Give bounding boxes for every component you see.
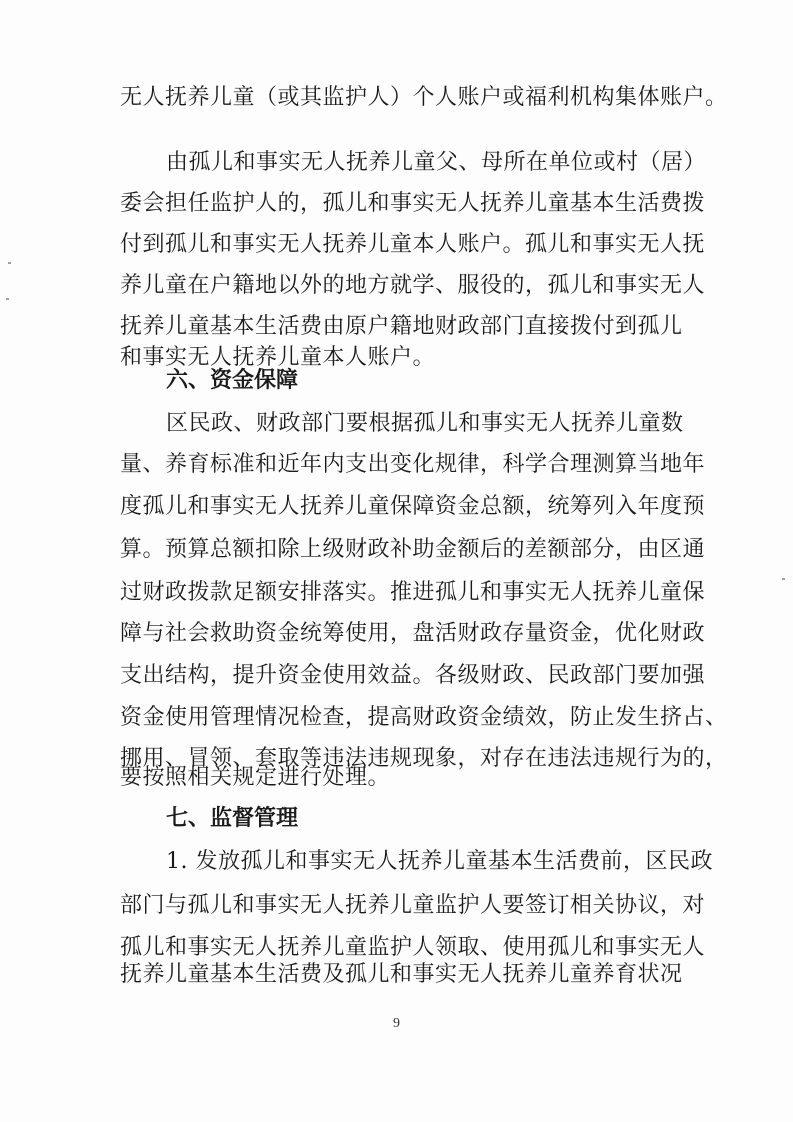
body-line: 由孤儿和事实无人抚养儿童父、母所在单位或村（居） (166, 150, 707, 175)
section-heading-funding: 六、资金保障 (166, 368, 299, 393)
body-line: 和事实无人抚养儿童本人账户。 (120, 345, 436, 370)
body-line: 障与社会救助资金统筹使用，盘活财政存量资金，优化财政 (120, 621, 706, 646)
body-line: 无人抚养儿童（或其监护人）个人账户或福利机构集体账户。 (120, 85, 728, 110)
scan-speck (782, 578, 785, 580)
body-line: 区民政、财政部门要根据孤儿和事实无人抚养儿童数 (166, 411, 684, 436)
body-line: 养儿童在户籍地以外的地方就学、服役的，孤儿和事实无人 (120, 273, 706, 298)
body-line: 过财政拨款足额安排落实。推进孤儿和事实无人抚养儿童保 (120, 580, 706, 605)
body-line: 孤儿和事实无人抚养儿童监护人领取、使用孤儿和事实无人 (120, 935, 706, 960)
body-line: 委会担任监护人的，孤儿和事实无人抚养儿童基本生活费拨 (120, 191, 706, 216)
body-line: 算。预算总额扣除上级财政补助金额后的差额部分，由区通 (120, 537, 706, 562)
body-line: 要按照相关规定进行处理。 (120, 765, 391, 790)
body-line: 挪用、冒领、套取等违法违规现象，对存在违法违规行为的， (120, 746, 728, 771)
scan-speck (8, 262, 11, 264)
body-line: 支出结构，提升资金使用效益。各级财政、民政部门要加强 (120, 663, 706, 688)
scan-speck (6, 298, 9, 300)
body-line: 抚养儿童基本生活费由原户籍地财政部门直接拨付到孤儿 (120, 314, 683, 339)
page-number: 9 (393, 1016, 400, 1031)
body-line: 部门与孤儿和事实无人抚养儿童监护人要签订相关协议，对 (120, 893, 706, 918)
body-line: 付到孤儿和事实无人抚养儿童本人账户。孤儿和事实无人抚 (120, 232, 706, 257)
body-line: 1. 发放孤儿和事实无人抚养儿童基本生活费前，区民政 (166, 849, 713, 874)
body-line: 度孤儿和事实无人抚养儿童保障资金总额，统筹列入年度预 (120, 494, 706, 519)
body-line: 量、养育标准和近年内支出变化规律，科学合理测算当地年 (120, 452, 706, 477)
body-line: 抚养儿童基本生活费及孤儿和事实无人抚养儿童养育状况 (120, 962, 683, 987)
body-line: 资金使用管理情况检查，提高财政资金绩效，防止发生挤占、 (120, 705, 728, 730)
section-heading-supervision: 七、监督管理 (166, 806, 299, 831)
